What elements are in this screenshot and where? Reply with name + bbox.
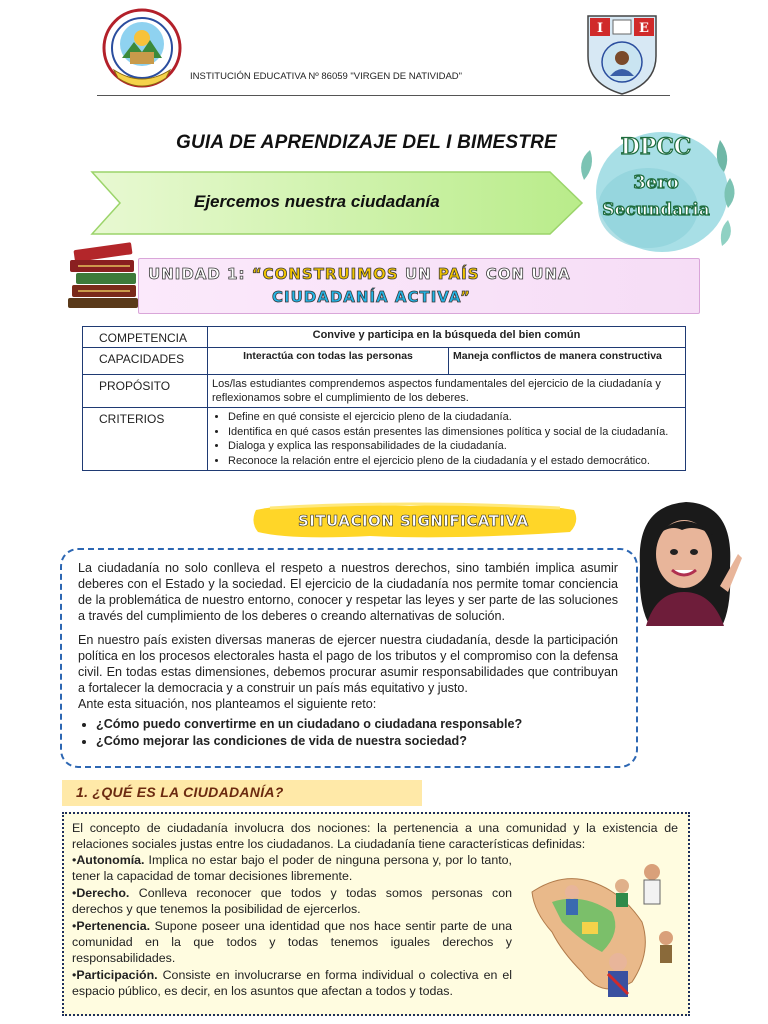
institution-name: INSTITUCIÓN EDUCATIVA Nº 86059 "VIRGEN DE NATIVIDAD": [190, 71, 463, 82]
situacion-paragraph-3: Ante esta situación, nos planteamos el siguiente reto:: [78, 697, 377, 711]
capacidad-1: Interactúa con todas las personas: [208, 348, 449, 375]
peru-map-citizens-illustration: [522, 852, 682, 1004]
teacher-avatar-icon: [626, 496, 744, 636]
badge-subject: DPCC: [620, 134, 692, 160]
guide-title: GUIA DE APRENDIZAJE DEL I BIMESTRE: [176, 132, 557, 153]
list-item: • ¿Cómo mejorar las condiciones de vida de nuestra sociedad?: [96, 733, 618, 750]
competencia-value: Convive y participa en la búsqueda del bien común: [208, 327, 686, 348]
section-1-title: 1. ¿QUÉ ES LA CIUDADANÍA?: [76, 784, 284, 800]
table-row: [83, 327, 686, 348]
list-item: • Define en qué consiste el ejercicio pleno de la ciudadanía.: [228, 410, 681, 425]
situacion-content: [78, 560, 618, 750]
competencia-label: COMPETENCIA: [83, 327, 208, 348]
badge-grade: 3ero: [633, 172, 679, 193]
arrow-banner-label: Ejercemos nuestra ciudadanía: [194, 192, 440, 211]
item-text: Supone poseer una identidad que nos hace sentir parte de una comunidad en la que todos y todas tenemos iguales derechos y responsabilidades.: [72, 919, 512, 966]
list-item: •Autonomía. Implica no estar bajo el poder de ninguna persona y, por lo tanto, tener la capacidad de tomar decisiones libremente.: [72, 853, 512, 884]
list-item: •Participación. Consiste en involucrarse en forma individual o colectiva en el espacio público, es decir, en los asuntos que afectan a todos y todas.: [72, 968, 512, 999]
situacion-title: SITUACION SIGNIFICATIVA: [298, 512, 529, 530]
item-term: Autonomía.: [76, 853, 145, 867]
criterios-list: [212, 410, 681, 468]
item-text: Consiste en involucrarse en forma individual o colectiva en el espacio público, es decir, en los asuntos que afectan a todos y todas.: [72, 968, 512, 999]
list-item: • Identifica en qué casos están presentes las dimensiones política y social de la ciudadanía.: [228, 425, 681, 440]
crest-letter-i: I: [596, 21, 604, 36]
list-item: • Dialoga y explica las responsabilidades de la ciudadanía.: [228, 439, 681, 454]
crest-letter-e: E: [639, 21, 649, 36]
unidad-word-un: UN: [398, 265, 438, 283]
school-crest-icon: [584, 12, 660, 96]
list-item: •Pertenencia. Supone poseer una identidad que nos hace sentir parte de una comunidad en la que todos y todas tenemos iguales derechos y responsabilidades.: [72, 919, 512, 966]
capacidad-2: Maneja conflictos de manera constructiva: [449, 348, 686, 375]
table-row: [83, 375, 686, 408]
item-term: Pertenencia.: [76, 919, 151, 933]
item-text: Conlleva reconocer que todos y todas somos personas con derechos y que tenemos la posibilidad de ejercerlos.: [72, 886, 512, 917]
ugel-logo-icon: [96, 8, 188, 90]
criterios-label: CRITERIOS: [83, 408, 208, 471]
unidad-word-con-una: CON UNA: [479, 265, 571, 283]
list-item: • Reconoce la relación entre el ejercicio pleno de la ciudadanía y el estado democrático.: [228, 454, 681, 469]
proposito-value: Los/las estudiantes comprendemos aspectos fundamentales del ejercicio de la ciudadanía y reflexionamos sobre el cumplimiento de los deberes.: [208, 375, 686, 408]
unidad-title: [148, 265, 571, 283]
capacidades-label: CAPACIDADES: [83, 348, 208, 375]
definition-intro: El concepto de ciudadanía involucra dos nociones: la pertenencia a una comunidad y la existencia de relaciones sociales justas entre los ciudadanos. La ciudadanía tiene características definidas:: [72, 821, 678, 852]
list-item: • ¿Cómo puedo convertirme en un ciudadano o ciudadana responsable?: [96, 716, 618, 733]
reto-questions: [78, 716, 618, 750]
header-divider: [97, 95, 670, 96]
item-term: Derecho.: [76, 886, 130, 900]
unidad-quote-close: ”: [460, 288, 471, 306]
proposito-label: PROPÓSITO: [83, 375, 208, 408]
table-row: [83, 348, 686, 375]
situacion-paragraph-2: En nuestro país existen diversas maneras de ejercer nuestra ciudadanía, desde la participación política en los procesos electorales hasta el pago de los tributos y el compromiso con la defensa civil. En todas estas dimensiones, debemos procurar asumir responsabilidades que contribuyan a fortalecer la democracia y a construir un país más equitativo y justo.: [78, 633, 618, 695]
dpcc-badge: [570, 120, 742, 260]
table-row: [83, 408, 686, 471]
competencia-table: [82, 326, 686, 471]
unidad-line2-text: CIUDADANÍA ACTIVA: [272, 288, 461, 306]
unidad-word-pais: PAÍS: [437, 265, 480, 283]
unidad-word-construimos: CONSTRUIMOS: [262, 265, 399, 283]
criterios-cell: [208, 408, 686, 471]
item-text: Implica no estar bajo el poder de ninguna persona y, por lo tanto, tener la capacidad de tomar decisiones libremente.: [72, 853, 512, 884]
unidad-prefix: UNIDAD 1:: [148, 265, 252, 283]
situacion-paragraph-1: La ciudadanía no solo conlleva el respeto a nuestros derechos, sino también implica asumir deberes con el Estado y la sociedad. El ejercicio de la ciudadanía nos permite tomar conciencia de la problemática de nuestro entorno, conocer y respetar las leyes y ser parte de las soluciones a través del cumplimiento de los deberes o creando alternativas de solución.: [78, 561, 618, 623]
unidad-quote-open: “: [251, 265, 263, 283]
item-term: Participación.: [76, 968, 158, 982]
badge-level: Secundaria: [602, 200, 710, 220]
list-item: •Derecho. Conlleva reconocer que todos y todas somos personas con derechos y que tenemos la posibilidad de ejercerlos.: [72, 886, 512, 917]
unidad-subtitle: [272, 288, 471, 306]
